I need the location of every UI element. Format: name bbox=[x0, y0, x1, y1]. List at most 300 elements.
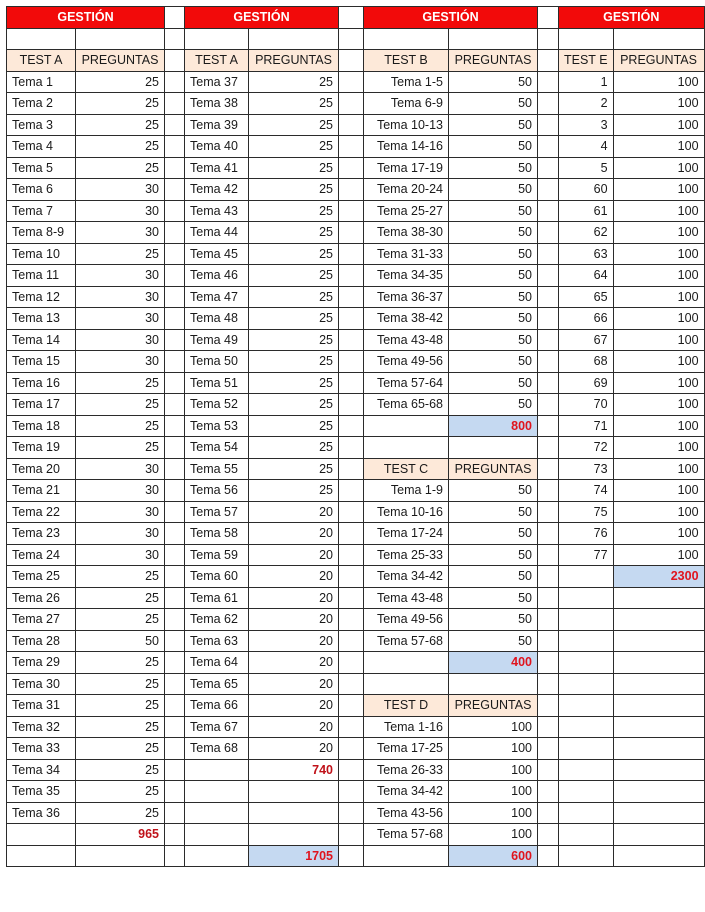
questions-cell[interactable]: 50 bbox=[449, 523, 538, 545]
empty-cell[interactable] bbox=[364, 415, 449, 437]
topic-cell[interactable]: 63 bbox=[559, 243, 614, 265]
topic-cell[interactable]: Tema 37 bbox=[185, 71, 249, 93]
questions-cell[interactable]: 25 bbox=[249, 157, 339, 179]
empty-cell[interactable] bbox=[364, 845, 449, 867]
topic-cell[interactable]: Tema 17 bbox=[7, 394, 76, 416]
spacer-cell[interactable] bbox=[538, 179, 559, 201]
empty-cell[interactable] bbox=[613, 609, 704, 631]
spacer-cell[interactable] bbox=[165, 609, 185, 631]
questions-cell[interactable]: 50 bbox=[449, 222, 538, 244]
spacer-cell[interactable] bbox=[538, 415, 559, 437]
topic-cell[interactable]: Tema 67 bbox=[185, 716, 249, 738]
questions-cell[interactable]: 100 bbox=[449, 781, 538, 803]
topic-cell[interactable]: Tema 43-56 bbox=[364, 802, 449, 824]
topic-cell[interactable]: Tema 42 bbox=[185, 179, 249, 201]
empty-cell[interactable] bbox=[364, 652, 449, 674]
topic-cell[interactable]: Tema 62 bbox=[185, 609, 249, 631]
questions-cell[interactable]: 25 bbox=[76, 716, 165, 738]
topic-cell[interactable]: Tema 16 bbox=[7, 372, 76, 394]
topic-cell[interactable]: Tema 25-33 bbox=[364, 544, 449, 566]
questions-cell[interactable]: 50 bbox=[449, 308, 538, 330]
spacer-cell[interactable] bbox=[538, 93, 559, 115]
questions-cell[interactable]: 25 bbox=[76, 136, 165, 158]
spacer-cell[interactable] bbox=[339, 480, 364, 502]
empty-cell[interactable] bbox=[249, 781, 339, 803]
spacer-cell[interactable] bbox=[538, 501, 559, 523]
spacer-cell[interactable] bbox=[165, 544, 185, 566]
empty-cell[interactable] bbox=[364, 673, 449, 695]
topic-cell[interactable]: Tema 24 bbox=[7, 544, 76, 566]
spacer-cell[interactable] bbox=[538, 372, 559, 394]
questions-cell[interactable]: 50 bbox=[449, 480, 538, 502]
spacer-cell[interactable] bbox=[538, 157, 559, 179]
questions-cell[interactable]: 30 bbox=[76, 329, 165, 351]
spacer-cell[interactable] bbox=[538, 243, 559, 265]
topic-cell[interactable]: Tema 49-56 bbox=[364, 609, 449, 631]
spacer-cell[interactable] bbox=[339, 308, 364, 330]
empty-cell[interactable] bbox=[364, 437, 449, 459]
spacer-cell[interactable] bbox=[165, 802, 185, 824]
spacer-cell[interactable] bbox=[339, 738, 364, 760]
spacer-cell[interactable] bbox=[538, 136, 559, 158]
spacer-cell[interactable] bbox=[165, 759, 185, 781]
questions-cell[interactable]: 50 bbox=[449, 544, 538, 566]
spacer-cell[interactable] bbox=[538, 351, 559, 373]
spacer-cell[interactable] bbox=[165, 286, 185, 308]
topic-cell[interactable]: 60 bbox=[559, 179, 614, 201]
topic-cell[interactable]: Tema 52 bbox=[185, 394, 249, 416]
spacer-cell[interactable] bbox=[165, 480, 185, 502]
questions-cell[interactable]: 20 bbox=[249, 738, 339, 760]
questions-cell[interactable]: 100 bbox=[613, 351, 704, 373]
grand-total-cell[interactable]: 1705 bbox=[249, 845, 339, 867]
spacer-cell[interactable] bbox=[339, 50, 364, 72]
spacer-cell[interactable] bbox=[339, 394, 364, 416]
questions-cell[interactable]: 50 bbox=[449, 200, 538, 222]
topic-cell[interactable]: Tema 1-5 bbox=[364, 71, 449, 93]
topic-cell[interactable]: 65 bbox=[559, 286, 614, 308]
topic-cell[interactable]: 68 bbox=[559, 351, 614, 373]
questions-cell[interactable]: 20 bbox=[249, 544, 339, 566]
questions-cell[interactable]: 25 bbox=[76, 695, 165, 717]
topic-cell[interactable]: 66 bbox=[559, 308, 614, 330]
questions-cell[interactable]: 20 bbox=[249, 673, 339, 695]
topic-cell[interactable]: Tema 32 bbox=[7, 716, 76, 738]
questions-cell[interactable]: 100 bbox=[613, 394, 704, 416]
questions-cell[interactable]: 25 bbox=[76, 652, 165, 674]
questions-cell[interactable]: 100 bbox=[613, 308, 704, 330]
topic-cell[interactable]: Tema 39 bbox=[185, 114, 249, 136]
questions-cell[interactable]: 25 bbox=[249, 265, 339, 287]
empty-cell[interactable] bbox=[613, 824, 704, 846]
empty-cell[interactable] bbox=[185, 845, 249, 867]
empty-cell[interactable] bbox=[249, 802, 339, 824]
topic-cell[interactable]: 77 bbox=[559, 544, 614, 566]
empty-cell[interactable] bbox=[76, 28, 165, 50]
questions-cell[interactable]: 25 bbox=[249, 458, 339, 480]
questions-cell[interactable]: 50 bbox=[449, 286, 538, 308]
questions-cell[interactable]: 30 bbox=[76, 480, 165, 502]
questions-cell[interactable]: 25 bbox=[249, 243, 339, 265]
spacer-cell[interactable] bbox=[339, 652, 364, 674]
empty-cell[interactable] bbox=[185, 759, 249, 781]
spacer-cell[interactable] bbox=[165, 587, 185, 609]
questions-cell[interactable]: 30 bbox=[76, 222, 165, 244]
subtotal-cell[interactable]: 740 bbox=[249, 759, 339, 781]
questions-cell[interactable]: 100 bbox=[449, 716, 538, 738]
questions-cell[interactable]: 100 bbox=[613, 243, 704, 265]
spacer-cell[interactable] bbox=[165, 673, 185, 695]
questions-cell[interactable]: 30 bbox=[76, 200, 165, 222]
spacer-cell[interactable] bbox=[339, 415, 364, 437]
topic-cell[interactable]: 67 bbox=[559, 329, 614, 351]
topic-cell[interactable]: Tema 57-68 bbox=[364, 630, 449, 652]
topic-cell[interactable]: Tema 57-64 bbox=[364, 372, 449, 394]
topic-cell[interactable]: Tema 34-42 bbox=[364, 566, 449, 588]
topic-cell[interactable]: Tema 23 bbox=[7, 523, 76, 545]
questions-cell[interactable]: 30 bbox=[76, 308, 165, 330]
questions-cell[interactable]: 25 bbox=[249, 394, 339, 416]
spacer-cell[interactable] bbox=[538, 50, 559, 72]
questions-cell[interactable]: 20 bbox=[249, 652, 339, 674]
topic-cell[interactable]: Tema 46 bbox=[185, 265, 249, 287]
topic-cell[interactable]: Tema 22 bbox=[7, 501, 76, 523]
topic-cell[interactable]: Tema 5 bbox=[7, 157, 76, 179]
spacer-cell[interactable] bbox=[339, 587, 364, 609]
empty-cell[interactable] bbox=[76, 845, 165, 867]
spacer-cell[interactable] bbox=[538, 523, 559, 545]
spacer-cell[interactable] bbox=[538, 71, 559, 93]
questions-cell[interactable]: 25 bbox=[249, 114, 339, 136]
topic-cell[interactable]: Tema 60 bbox=[185, 566, 249, 588]
spacer-cell[interactable] bbox=[339, 716, 364, 738]
topic-cell[interactable]: 1 bbox=[559, 71, 614, 93]
empty-cell[interactable] bbox=[613, 695, 704, 717]
questions-cell[interactable]: 25 bbox=[76, 372, 165, 394]
spacer-cell[interactable] bbox=[165, 222, 185, 244]
spacer-cell[interactable] bbox=[538, 329, 559, 351]
questions-cell[interactable]: 50 bbox=[449, 136, 538, 158]
topic-cell[interactable]: Tema 20-24 bbox=[364, 179, 449, 201]
questions-cell[interactable]: 100 bbox=[613, 501, 704, 523]
spacer-cell[interactable] bbox=[339, 824, 364, 846]
topic-cell[interactable]: Tema 47 bbox=[185, 286, 249, 308]
questions-cell[interactable]: 100 bbox=[613, 200, 704, 222]
topic-cell[interactable]: 62 bbox=[559, 222, 614, 244]
spacer-cell[interactable] bbox=[165, 437, 185, 459]
questions-cell[interactable]: 100 bbox=[613, 480, 704, 502]
questions-cell[interactable]: 25 bbox=[249, 437, 339, 459]
topic-cell[interactable]: Tema 17-25 bbox=[364, 738, 449, 760]
topic-cell[interactable]: Tema 43 bbox=[185, 200, 249, 222]
questions-cell[interactable]: 25 bbox=[76, 781, 165, 803]
empty-cell[interactable] bbox=[559, 716, 614, 738]
topic-cell[interactable]: Tema 1-16 bbox=[364, 716, 449, 738]
questions-cell[interactable]: 100 bbox=[613, 329, 704, 351]
spacer-cell[interactable] bbox=[339, 437, 364, 459]
topic-cell[interactable]: Tema 14-16 bbox=[364, 136, 449, 158]
empty-cell[interactable] bbox=[185, 781, 249, 803]
empty-cell[interactable] bbox=[613, 738, 704, 760]
questions-cell[interactable]: 25 bbox=[249, 351, 339, 373]
spacer-cell[interactable] bbox=[538, 609, 559, 631]
questions-cell[interactable]: 20 bbox=[249, 695, 339, 717]
spacer-cell[interactable] bbox=[538, 200, 559, 222]
questions-cell[interactable]: 100 bbox=[613, 222, 704, 244]
topic-cell[interactable]: Tema 6-9 bbox=[364, 93, 449, 115]
spacer-cell[interactable] bbox=[339, 802, 364, 824]
empty-cell[interactable] bbox=[613, 630, 704, 652]
spacer-cell[interactable] bbox=[165, 50, 185, 72]
spacer-cell[interactable] bbox=[165, 243, 185, 265]
questions-cell[interactable]: 50 bbox=[449, 265, 538, 287]
spacer-cell[interactable] bbox=[339, 286, 364, 308]
empty-cell[interactable] bbox=[559, 802, 614, 824]
topic-cell[interactable]: Tema 17-19 bbox=[364, 157, 449, 179]
questions-cell[interactable]: 20 bbox=[249, 630, 339, 652]
questions-cell[interactable]: 30 bbox=[76, 265, 165, 287]
topic-cell[interactable]: Tema 7 bbox=[7, 200, 76, 222]
topic-cell[interactable]: Tema 40 bbox=[185, 136, 249, 158]
questions-cell[interactable]: 25 bbox=[76, 394, 165, 416]
questions-cell[interactable]: 100 bbox=[613, 265, 704, 287]
spacer-cell[interactable] bbox=[538, 566, 559, 588]
topic-cell[interactable]: Tema 3 bbox=[7, 114, 76, 136]
spacer-cell[interactable] bbox=[339, 222, 364, 244]
spacer-cell[interactable] bbox=[339, 695, 364, 717]
empty-cell[interactable] bbox=[7, 28, 76, 50]
spacer-cell[interactable] bbox=[165, 781, 185, 803]
questions-cell[interactable]: 25 bbox=[76, 609, 165, 631]
spacer-cell[interactable] bbox=[165, 28, 185, 50]
spacer-cell[interactable] bbox=[165, 351, 185, 373]
topic-cell[interactable]: 72 bbox=[559, 437, 614, 459]
topic-cell[interactable]: 69 bbox=[559, 372, 614, 394]
topic-cell[interactable]: Tema 64 bbox=[185, 652, 249, 674]
empty-cell[interactable] bbox=[249, 824, 339, 846]
empty-cell[interactable] bbox=[559, 566, 614, 588]
questions-cell[interactable]: 100 bbox=[449, 824, 538, 846]
empty-cell[interactable] bbox=[613, 716, 704, 738]
topic-cell[interactable]: Tema 51 bbox=[185, 372, 249, 394]
spacer-cell[interactable] bbox=[165, 394, 185, 416]
spacer-cell[interactable] bbox=[165, 458, 185, 480]
topic-cell[interactable]: 76 bbox=[559, 523, 614, 545]
spacer-cell[interactable] bbox=[339, 7, 364, 29]
topic-cell[interactable]: Tema 49 bbox=[185, 329, 249, 351]
spacer-cell[interactable] bbox=[538, 437, 559, 459]
spacer-cell[interactable] bbox=[339, 179, 364, 201]
spacer-cell[interactable] bbox=[339, 200, 364, 222]
topic-cell[interactable]: Tema 11 bbox=[7, 265, 76, 287]
empty-cell[interactable] bbox=[449, 28, 538, 50]
questions-cell[interactable]: 30 bbox=[76, 501, 165, 523]
topic-cell[interactable]: Tema 12 bbox=[7, 286, 76, 308]
topic-cell[interactable]: Tema 44 bbox=[185, 222, 249, 244]
questions-cell[interactable]: 100 bbox=[613, 286, 704, 308]
questions-cell[interactable]: 20 bbox=[249, 609, 339, 631]
topic-cell[interactable]: Tema 43-48 bbox=[364, 329, 449, 351]
empty-cell[interactable] bbox=[559, 695, 614, 717]
empty-cell[interactable] bbox=[559, 781, 614, 803]
spacer-cell[interactable] bbox=[538, 308, 559, 330]
topic-cell[interactable]: 74 bbox=[559, 480, 614, 502]
questions-cell[interactable]: 25 bbox=[76, 157, 165, 179]
questions-cell[interactable]: 50 bbox=[449, 179, 538, 201]
test-total-cell[interactable]: 600 bbox=[449, 845, 538, 867]
questions-cell[interactable]: 100 bbox=[613, 179, 704, 201]
topic-cell[interactable]: Tema 31-33 bbox=[364, 243, 449, 265]
empty-cell[interactable] bbox=[559, 587, 614, 609]
spacer-cell[interactable] bbox=[538, 265, 559, 287]
empty-cell[interactable] bbox=[613, 652, 704, 674]
empty-cell[interactable] bbox=[449, 673, 538, 695]
topic-cell[interactable]: Tema 35 bbox=[7, 781, 76, 803]
topic-cell[interactable]: Tema 66 bbox=[185, 695, 249, 717]
empty-cell[interactable] bbox=[613, 587, 704, 609]
questions-cell[interactable]: 50 bbox=[449, 351, 538, 373]
topic-cell[interactable]: Tema 53 bbox=[185, 415, 249, 437]
spacer-cell[interactable] bbox=[339, 28, 364, 50]
questions-cell[interactable]: 100 bbox=[613, 523, 704, 545]
questions-cell[interactable]: 25 bbox=[76, 114, 165, 136]
questions-cell[interactable]: 100 bbox=[613, 93, 704, 115]
spacer-cell[interactable] bbox=[538, 716, 559, 738]
questions-cell[interactable]: 50 bbox=[76, 630, 165, 652]
spacer-cell[interactable] bbox=[339, 845, 364, 867]
spacer-cell[interactable] bbox=[339, 329, 364, 351]
topic-cell[interactable]: Tema 61 bbox=[185, 587, 249, 609]
empty-cell[interactable] bbox=[7, 824, 76, 846]
spacer-cell[interactable] bbox=[339, 759, 364, 781]
topic-cell[interactable]: Tema 68 bbox=[185, 738, 249, 760]
questions-cell[interactable]: 100 bbox=[613, 136, 704, 158]
spacer-cell[interactable] bbox=[165, 7, 185, 29]
test-total-cell[interactable]: 2300 bbox=[613, 566, 704, 588]
questions-cell[interactable]: 25 bbox=[76, 71, 165, 93]
spacer-cell[interactable] bbox=[165, 179, 185, 201]
questions-cell[interactable]: 50 bbox=[449, 71, 538, 93]
questions-cell[interactable]: 25 bbox=[249, 480, 339, 502]
questions-cell[interactable]: 100 bbox=[613, 544, 704, 566]
spacer-cell[interactable] bbox=[339, 136, 364, 158]
spacer-cell[interactable] bbox=[165, 200, 185, 222]
topic-cell[interactable]: Tema 13 bbox=[7, 308, 76, 330]
spacer-cell[interactable] bbox=[339, 630, 364, 652]
topic-cell[interactable]: Tema 45 bbox=[185, 243, 249, 265]
empty-cell[interactable] bbox=[613, 802, 704, 824]
topic-cell[interactable]: Tema 63 bbox=[185, 630, 249, 652]
questions-cell[interactable]: 50 bbox=[449, 609, 538, 631]
topic-cell[interactable]: 4 bbox=[559, 136, 614, 158]
topic-cell[interactable]: Tema 38-42 bbox=[364, 308, 449, 330]
empty-cell[interactable] bbox=[613, 28, 704, 50]
spacer-cell[interactable] bbox=[339, 566, 364, 588]
questions-cell[interactable]: 100 bbox=[613, 71, 704, 93]
topic-cell[interactable]: Tema 58 bbox=[185, 523, 249, 545]
questions-cell[interactable]: 25 bbox=[249, 308, 339, 330]
spacer-cell[interactable] bbox=[165, 695, 185, 717]
questions-cell[interactable]: 25 bbox=[76, 802, 165, 824]
spacer-cell[interactable] bbox=[538, 630, 559, 652]
spacer-cell[interactable] bbox=[538, 587, 559, 609]
spacer-cell[interactable] bbox=[165, 265, 185, 287]
questions-cell[interactable]: 50 bbox=[449, 157, 538, 179]
questions-cell[interactable]: 25 bbox=[249, 200, 339, 222]
topic-cell[interactable]: Tema 28 bbox=[7, 630, 76, 652]
empty-cell[interactable] bbox=[559, 630, 614, 652]
spacer-cell[interactable] bbox=[538, 845, 559, 867]
questions-cell[interactable]: 25 bbox=[249, 329, 339, 351]
spacer-cell[interactable] bbox=[538, 480, 559, 502]
topic-cell[interactable]: Tema 17-24 bbox=[364, 523, 449, 545]
empty-cell[interactable] bbox=[613, 845, 704, 867]
spacer-cell[interactable] bbox=[165, 716, 185, 738]
topic-cell[interactable]: Tema 56 bbox=[185, 480, 249, 502]
questions-cell[interactable]: 25 bbox=[76, 243, 165, 265]
topic-cell[interactable]: Tema 10 bbox=[7, 243, 76, 265]
spacer-cell[interactable] bbox=[165, 845, 185, 867]
empty-cell[interactable] bbox=[613, 759, 704, 781]
questions-cell[interactable]: 20 bbox=[249, 716, 339, 738]
spacer-cell[interactable] bbox=[165, 93, 185, 115]
empty-cell[interactable] bbox=[7, 845, 76, 867]
topic-cell[interactable]: 73 bbox=[559, 458, 614, 480]
topic-cell[interactable]: Tema 10-16 bbox=[364, 501, 449, 523]
topic-cell[interactable]: Tema 36-37 bbox=[364, 286, 449, 308]
questions-cell[interactable]: 25 bbox=[249, 415, 339, 437]
questions-cell[interactable]: 50 bbox=[449, 329, 538, 351]
topic-cell[interactable]: Tema 65 bbox=[185, 673, 249, 695]
spacer-cell[interactable] bbox=[538, 759, 559, 781]
questions-cell[interactable]: 50 bbox=[449, 587, 538, 609]
spacer-cell[interactable] bbox=[538, 114, 559, 136]
topic-cell[interactable]: Tema 55 bbox=[185, 458, 249, 480]
topic-cell[interactable]: Tema 38 bbox=[185, 93, 249, 115]
questions-cell[interactable]: 25 bbox=[76, 738, 165, 760]
spacer-cell[interactable] bbox=[538, 652, 559, 674]
questions-cell[interactable]: 25 bbox=[249, 136, 339, 158]
empty-cell[interactable] bbox=[185, 802, 249, 824]
spacer-cell[interactable] bbox=[165, 566, 185, 588]
questions-cell[interactable]: 100 bbox=[613, 415, 704, 437]
topic-cell[interactable]: 70 bbox=[559, 394, 614, 416]
questions-cell[interactable]: 50 bbox=[449, 566, 538, 588]
spacer-cell[interactable] bbox=[165, 415, 185, 437]
spacer-cell[interactable] bbox=[339, 544, 364, 566]
topic-cell[interactable]: Tema 25-27 bbox=[364, 200, 449, 222]
topic-cell[interactable]: 64 bbox=[559, 265, 614, 287]
empty-cell[interactable] bbox=[559, 652, 614, 674]
questions-cell[interactable]: 25 bbox=[249, 372, 339, 394]
topic-cell[interactable]: Tema 34-42 bbox=[364, 781, 449, 803]
spacer-cell[interactable] bbox=[165, 738, 185, 760]
topic-cell[interactable]: Tema 6 bbox=[7, 179, 76, 201]
questions-cell[interactable]: 25 bbox=[76, 415, 165, 437]
empty-cell[interactable] bbox=[559, 28, 614, 50]
topic-cell[interactable]: Tema 29 bbox=[7, 652, 76, 674]
questions-cell[interactable]: 50 bbox=[449, 372, 538, 394]
empty-cell[interactable] bbox=[364, 28, 449, 50]
spacer-cell[interactable] bbox=[538, 28, 559, 50]
spacer-cell[interactable] bbox=[339, 372, 364, 394]
spacer-cell[interactable] bbox=[339, 71, 364, 93]
test-total-cell[interactable]: 800 bbox=[449, 415, 538, 437]
questions-cell[interactable]: 25 bbox=[76, 437, 165, 459]
topic-cell[interactable]: Tema 30 bbox=[7, 673, 76, 695]
questions-cell[interactable]: 100 bbox=[613, 372, 704, 394]
topic-cell[interactable]: Tema 8-9 bbox=[7, 222, 76, 244]
